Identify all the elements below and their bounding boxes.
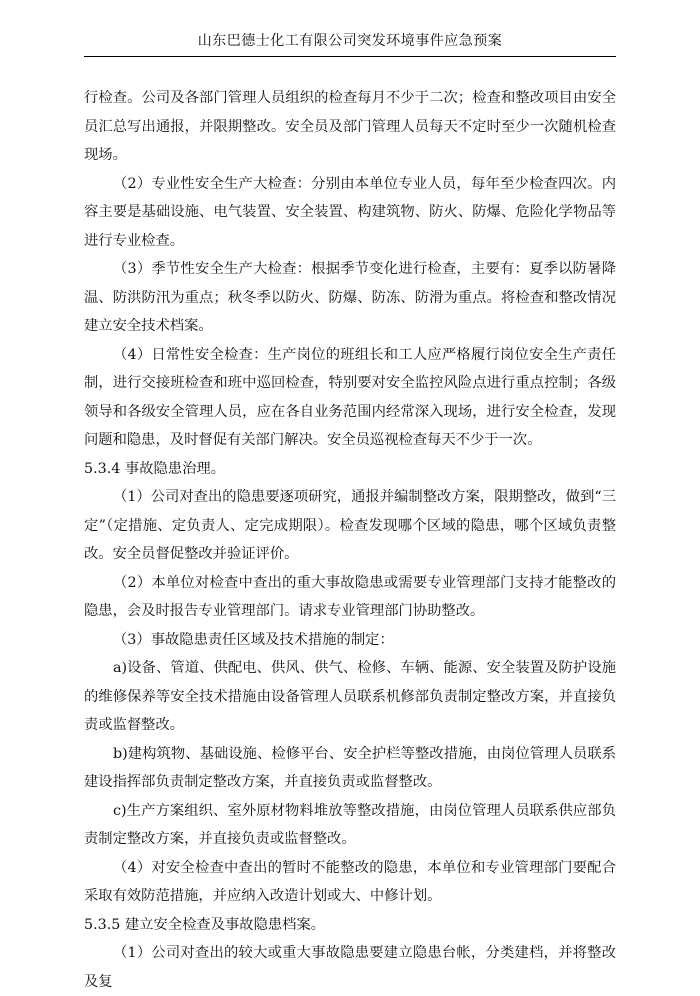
paragraph-hazard-ledger: （1）公司对查出的较大或重大事故隐患要建立隐患台帐，分类建档，并将整改及复: [84, 945, 616, 990]
section-heading-5-3-5: 5.3.5 建立安全检查及事故隐患档案。: [84, 916, 326, 933]
paragraph-daily-inspection: （4）日常性安全检查：生产岗位的班组长和工人应严格履行岗位安全生产责任制，进行交接班检查和班中巡回检查，特别要对安全监控风险点进行重点控制；各级领导和各级安全管理人员，应在各自业务范围内经常深入现场，进行安全检查，发现问题和隐患，及时督促有关部门解决。安全员巡视检查每天不少于一次。: [84, 346, 616, 448]
paragraph-responsibility-areas: （3）事故隐患责任区域及技术措施的制定：: [113, 631, 394, 648]
section-heading-5-3-4: 5.3.4 事故隐患治理。: [84, 460, 225, 477]
paragraph-seasonal-inspection: （3）季节性安全生产大检查：根据季节变化进行检查，主要有：夏季以防暑降温、防洪防汛为重点；秋冬季以防火、防爆、防冻、防滑为重点。将检查和整改情况建立安全技术档案。: [84, 261, 616, 334]
paragraph-major-hazard-report: （2）本单位对检查中查出的重大事故隐患或需要专业管理部门支持才能整改的隐患，会及时报告专业管理部门。请求专业管理部门协助整改。: [84, 574, 616, 619]
paragraph-professional-inspection: （2）专业性安全生产大检查：分别由本单位专业人员，每年至少检查四次。内容主要是基础设施、电气装置、安全装置、构建筑物、防火、防爆、危险化学物品等进行专业检查。: [84, 175, 616, 249]
paragraph-temporary-hazards: （4）对安全检查中查出的暂时不能整改的隐患，本单位和专业管理部门要配合采取有效防范措施，并应纳入改造计划或大、中修计划。: [84, 859, 616, 904]
running-header: 山东巴德士化工有限公司突发环境事件应急预案: [84, 30, 616, 57]
paragraph-item-a: a)设备、管道、供配电、供风、供气、检修、车辆、能源、安全装置及防护设施的维修保养等安全技术措施由设备管理人员联系机修部负责制定整改方案，并直接负责或监督整改。: [84, 660, 616, 733]
paragraph-continued: 行检查。公司及各部门管理人员组织的检查每月不少于二次；检查和整改项目由安全员汇总写出通报，并限期整改。安全员及部门管理人员每天不定时至少一次随机检查现场。: [84, 90, 616, 163]
body-text: [84, 84, 616, 996]
paragraph-hazard-research: （1）公司对查出的隐患要逐项研究，通报并编制整改方案，限期整改，做到“三定”（定措施、定负责人、定完成期限）。检查发现哪个区域的隐患，哪个区域负责整改。安全员督促整改并验证评价。: [84, 489, 616, 562]
paragraph-item-c: c)生产方案组织、室外原材物料堆放等整改措施，由岗位管理人员联系供应部负责制定整改方案，并直接负责或监督整改。: [84, 802, 616, 847]
paragraph-item-b: b)建构筑物、基础设施、检修平台、安全护栏等整改措施，由岗位管理人员联系建设指挥部负责制定整改方案，并直接负责或监督整改。: [84, 745, 616, 790]
